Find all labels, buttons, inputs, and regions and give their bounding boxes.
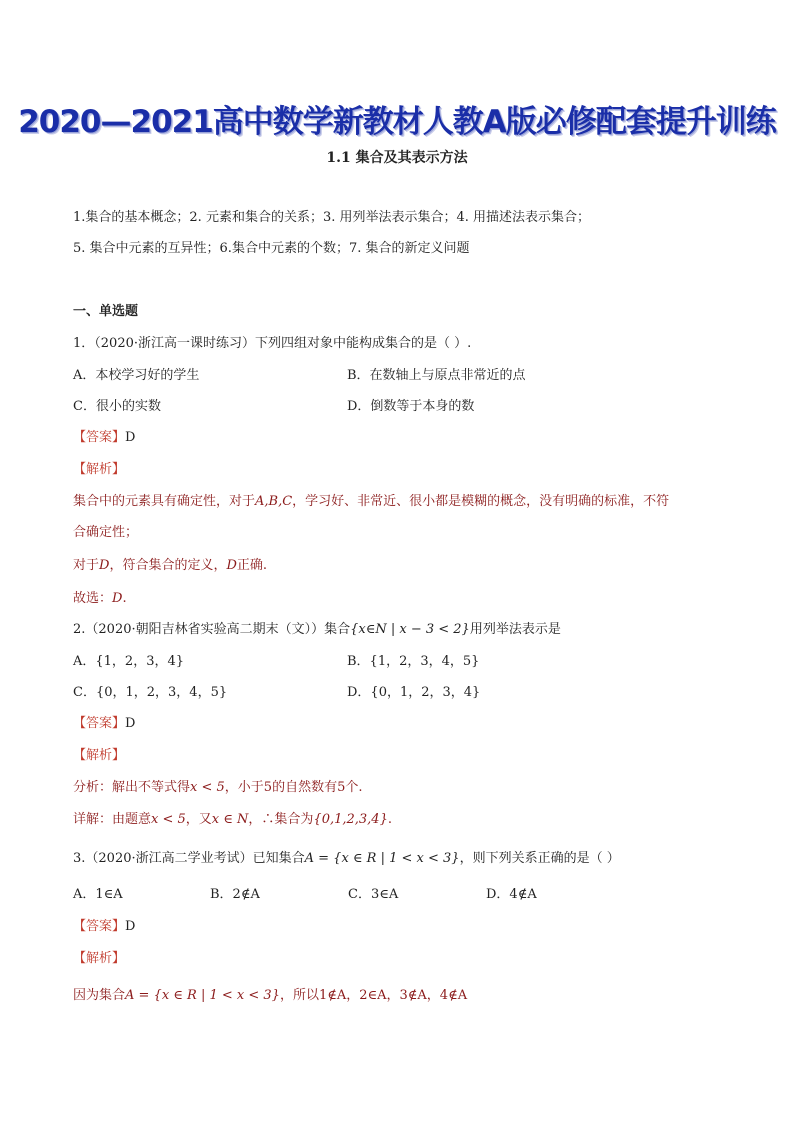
document-title: 2020—2021高中数学新教材人教A版必修配套提升训练 [18, 104, 776, 140]
q2-option-a: A．{1，2，3，4} [73, 654, 185, 669]
q1-option-d: D．倒数等于本身的数 [347, 399, 475, 414]
text: ，∴集合为 [248, 812, 314, 827]
q3-option-d: D．4∉A [486, 887, 537, 902]
q3-option-b: B．2∉A [210, 887, 260, 902]
text: ，又 [185, 812, 212, 827]
q1-option-b: B．在数轴上与原点非常近的点 [347, 368, 526, 383]
math: A = {x ∈ R | 1 < x < 3} [125, 988, 280, 1003]
section-title: 一、单选题 [73, 304, 139, 319]
q2-option-b: B．{1，2，3，4，5} [347, 654, 480, 669]
q2-analysis-tag: 【解析】 [73, 748, 126, 763]
math: D [226, 558, 237, 573]
text: 集合中的元素具有确定性，对于 [73, 494, 256, 509]
q1-analysis-tag: 【解析】 [73, 462, 126, 477]
text: ，学习好、非常近、很小都是模糊的概念，没有明确的标准，不符 [292, 494, 670, 509]
q2-answer [73, 715, 135, 733]
q1-explanation-2: 合确定性； [73, 525, 139, 540]
intro-line-1: 1.集合的基本概念；2. 元素和集合的关系；3. 用列举法表示集合；4. 用描述法表示集合； [73, 210, 591, 225]
math: D [99, 558, 110, 573]
text: 正确. [236, 558, 268, 573]
q1-explanation-1 [73, 493, 669, 511]
text: 3.（2020·浙江高二学业考试）已知集合 [73, 851, 305, 866]
q3-explanation-1 [73, 987, 467, 1005]
math: x < 5 [151, 812, 186, 827]
text: 分析：解出不等式得 [73, 780, 191, 795]
intro-line-2: 5. 集合中元素的互异性；6.集合中元素的个数；7. 集合的新定义问题 [73, 241, 470, 256]
text: 5 [337, 780, 346, 795]
text: 个. [345, 780, 363, 795]
text: 因为集合 [73, 988, 126, 1003]
text: 2.（2020·朝阳吉林省实验高二期末（文））集合 [73, 622, 351, 637]
document-subtitle: 1.1 集合及其表示方法 [326, 150, 468, 166]
q3-stem [73, 850, 620, 868]
q1-stem: 1．（2020·浙江高一课时练习）下列四组对象中能构成集合的是（ ）. [73, 336, 472, 351]
math: D [112, 591, 123, 606]
q3-analysis-tag: 【解析】 [73, 951, 126, 966]
answer-tag: 【答案】 [73, 919, 126, 934]
q3-option-a: A．1∈A [73, 887, 123, 902]
text: . [122, 591, 127, 606]
q1-option-a: A．本校学习好的学生 [73, 368, 200, 383]
math: {0,1,2,3,4} [313, 812, 388, 827]
q2-explanation-1 [73, 779, 363, 797]
answer-value: D [125, 430, 136, 445]
text: 用列举法表示是 [469, 622, 561, 637]
text: 的自然数有 [272, 780, 338, 795]
answer-value: D [125, 919, 136, 934]
text: ，则下列关系正确的是（ ） [459, 851, 620, 866]
text: . [387, 812, 392, 827]
q2-stem [73, 621, 561, 639]
math: A,B,C [255, 494, 293, 509]
answer-tag: 【答案】 [73, 430, 126, 445]
math: x ∈ N [211, 812, 249, 827]
text: ，所以1∉A，2∈A，3∉A，4∉A [279, 988, 468, 1003]
q3-answer [73, 918, 135, 936]
answer-value: D [125, 716, 136, 731]
q2-option-c: C．{0，1，2，3，4，5} [73, 685, 228, 700]
q2-explanation-2 [73, 811, 392, 829]
q1-explanation-3 [73, 557, 267, 575]
text: ，小于 [224, 780, 264, 795]
q2-option-d: D．{0，1，2，3，4} [347, 685, 481, 700]
q1-option-c: C．很小的实数 [73, 399, 161, 414]
math: x < 5 [190, 780, 225, 795]
text: 5 [263, 780, 273, 795]
text: ，符合集合的定义， [109, 558, 227, 573]
math: {x∈N | x − 3 < 2} [350, 622, 470, 637]
math: A = {x ∈ R | 1 < x < 3} [304, 851, 460, 866]
text: 详解：由题意 [73, 812, 152, 827]
q1-explanation-4 [73, 590, 127, 608]
answer-tag: 【答案】 [73, 716, 126, 731]
text: 故选： [73, 591, 113, 606]
text: 对于 [73, 558, 100, 573]
q3-option-c: C．3∈A [348, 887, 399, 902]
q1-answer [73, 429, 135, 447]
